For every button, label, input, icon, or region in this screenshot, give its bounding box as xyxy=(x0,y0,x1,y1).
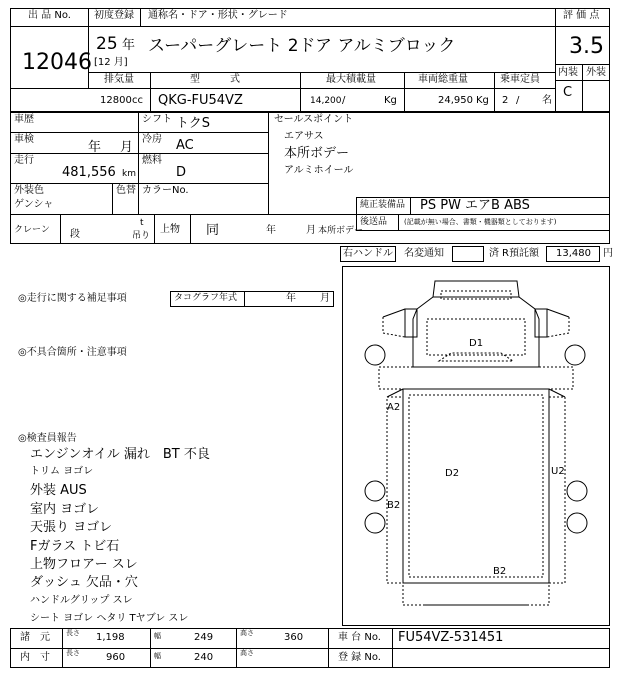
score-value: 3.5 xyxy=(569,34,604,59)
first-reg-label: 初度登録 xyxy=(94,10,134,21)
capacity-value: 2 xyxy=(502,95,509,106)
spec-height-label: 高さ xyxy=(240,629,254,637)
inner-label: 内 寸 xyxy=(20,652,50,663)
inner-height-label: 高さ xyxy=(240,649,254,657)
crane-ton: t xyxy=(140,218,144,228)
tacho-year: 年 xyxy=(286,293,296,304)
reg-year-unit: 年 xyxy=(122,38,136,53)
gross-weight-value: 24,950 xyxy=(438,95,473,106)
inspector-line: Fガラス トビ石 xyxy=(30,539,120,554)
max-load-label: 最大積載量 xyxy=(326,74,376,85)
model-code-label: 型 式 xyxy=(190,74,240,85)
sales-points-label: セールスポイント xyxy=(274,114,354,125)
max-load-value: 14,200 xyxy=(310,96,342,106)
inspector-line: 外装 AUS xyxy=(30,483,87,498)
crane-label: クレーン xyxy=(14,225,50,235)
defects-label: ◎不具合箇所・注意事項 xyxy=(18,347,127,358)
inner-length-label: 長さ xyxy=(66,649,80,657)
interior-grade: C xyxy=(563,85,573,100)
tacho-month: 月 xyxy=(320,293,330,304)
options-value: PS PW エアB ABS xyxy=(420,198,530,213)
fuel-label: 燃料 xyxy=(142,155,162,166)
inspector-line: エンジンオイル 漏れ BT 不良 xyxy=(30,447,210,462)
inspector-line: ハンドルグリップ スレ xyxy=(30,595,133,606)
reg-month: [12 月] xyxy=(94,57,128,68)
crane-hang: 吊り xyxy=(132,231,151,241)
notice-box xyxy=(452,246,484,262)
damage-mark-b2-rear: B2 xyxy=(493,566,507,577)
capacity-unit: 名 xyxy=(542,95,552,106)
color-no-label: カラーNo. xyxy=(142,185,189,196)
inspector-line: 天張り ヨゴレ xyxy=(30,520,113,535)
inner-length: 960 xyxy=(106,652,126,663)
accessories-note: (記載が無い場合、書類・機器類としております) xyxy=(404,218,557,226)
sales-point-2: 本所ボデー xyxy=(284,146,350,161)
gross-weight-unit: Kg xyxy=(476,95,489,106)
inspection-month: 月 xyxy=(120,140,134,155)
inspection-year: 年 xyxy=(88,140,102,155)
score-label: 評 価 点 xyxy=(563,10,600,21)
displacement-label: 排気量 xyxy=(104,74,134,85)
model-code-value: QKG-FU54VZ xyxy=(158,93,243,108)
damage-mark-a2: A2 xyxy=(387,402,401,413)
lot-number: 12046 xyxy=(22,50,92,75)
max-load-unit: Kg xyxy=(384,95,397,106)
chassis-no: FU54VZ-531451 xyxy=(398,630,504,645)
color-code-label: 色替 xyxy=(116,185,136,196)
inner-width-label: 幅 xyxy=(154,652,161,660)
damage-mark-d2: D2 xyxy=(445,468,460,479)
name-label: 通称名・ドア・形状・グレード xyxy=(148,10,288,21)
exterior-label: 外装 xyxy=(586,67,606,78)
recycle-prefix: 済 xyxy=(489,248,499,259)
damage-diagram xyxy=(342,266,610,626)
spec-length-label: 長さ xyxy=(66,629,80,637)
inspector-line: トリム ヨゴレ xyxy=(30,466,94,477)
inspector-line: 室内 ヨゴレ xyxy=(30,502,100,517)
model-name: スーパーグレート 2ドア アルミブロック xyxy=(148,36,456,56)
gross-weight-label: 車両総重量 xyxy=(418,74,468,85)
spec-length: 1,198 xyxy=(96,632,125,643)
shift-label: シフト xyxy=(142,114,172,125)
damage-mark-u2: U2 xyxy=(551,466,565,477)
color-value: ゲンシャ xyxy=(14,199,54,210)
aircon-label: 冷房 xyxy=(142,134,162,145)
body-label: 上物 xyxy=(160,224,180,235)
max-load-sep: / xyxy=(342,95,346,106)
accessories-label: 後送品 xyxy=(360,217,388,227)
recycle-amount: 13,480 xyxy=(556,248,591,259)
recycle-unit: 円 xyxy=(603,248,613,259)
body-year: 年 xyxy=(266,225,276,236)
sales-point-1: エアサス xyxy=(284,131,324,142)
mileage-label: 走行 xyxy=(14,155,34,166)
history-label: 車歴 xyxy=(14,114,34,125)
color-label: 外装色 xyxy=(14,185,44,196)
fuel-value: D xyxy=(176,165,187,180)
body-same: 同 xyxy=(206,223,220,238)
spec-height: 360 xyxy=(284,632,304,643)
inspection-label: 車検 xyxy=(14,134,34,145)
interior-label: 内装 xyxy=(558,67,578,78)
notice-label: 名変通知 xyxy=(404,248,444,259)
aircon-value: AC xyxy=(176,138,194,153)
reg-no-label: 登 録 No. xyxy=(338,652,381,663)
damage-mark-b2-left: B2 xyxy=(387,500,401,511)
displacement-value: 12800 xyxy=(100,95,132,106)
damage-mark-d1: D1 xyxy=(469,338,484,349)
inspector-label: ◎検査員報告 xyxy=(18,433,77,444)
inspector-line: 上物フロアー スレ xyxy=(30,557,138,572)
shift-value: トクS xyxy=(176,116,210,131)
crane-stage: 段 xyxy=(70,229,80,240)
drive-side: 右ハンドル xyxy=(343,248,393,259)
truck-outline-icon xyxy=(343,267,609,625)
body-month: 月 xyxy=(306,225,316,236)
reg-year: 25 xyxy=(96,34,118,54)
body-origin: 本所ボデー xyxy=(318,226,364,236)
inspector-line: シート ヨゴレ ヘタリ Tヤブレ スレ xyxy=(30,613,189,624)
inner-width: 240 xyxy=(194,652,214,663)
capacity-sep: / xyxy=(516,95,520,106)
spec-width-label: 幅 xyxy=(154,632,161,640)
mileage-unit: km xyxy=(122,169,136,179)
driving-notes-label: ◎走行に関する補足事項 xyxy=(18,293,127,304)
sales-point-3: アルミホイール xyxy=(284,165,354,176)
displacement-unit: cc xyxy=(132,95,143,106)
chassis-label: 車 台 No. xyxy=(338,632,381,643)
recycle-label: R預託額 xyxy=(502,248,539,259)
inspector-line: ダッシュ 欠品・穴 xyxy=(30,575,138,590)
options-label: 純正装備品 xyxy=(360,200,406,210)
spec-width: 249 xyxy=(194,632,214,643)
mileage-value: 481,556 xyxy=(62,165,116,180)
spec-label: 諸 元 xyxy=(20,632,50,643)
tacho-label: タコグラフ年式 xyxy=(174,293,238,303)
capacity-label: 乗車定員 xyxy=(500,74,540,85)
lot-label: 出 品 No. xyxy=(28,10,71,21)
